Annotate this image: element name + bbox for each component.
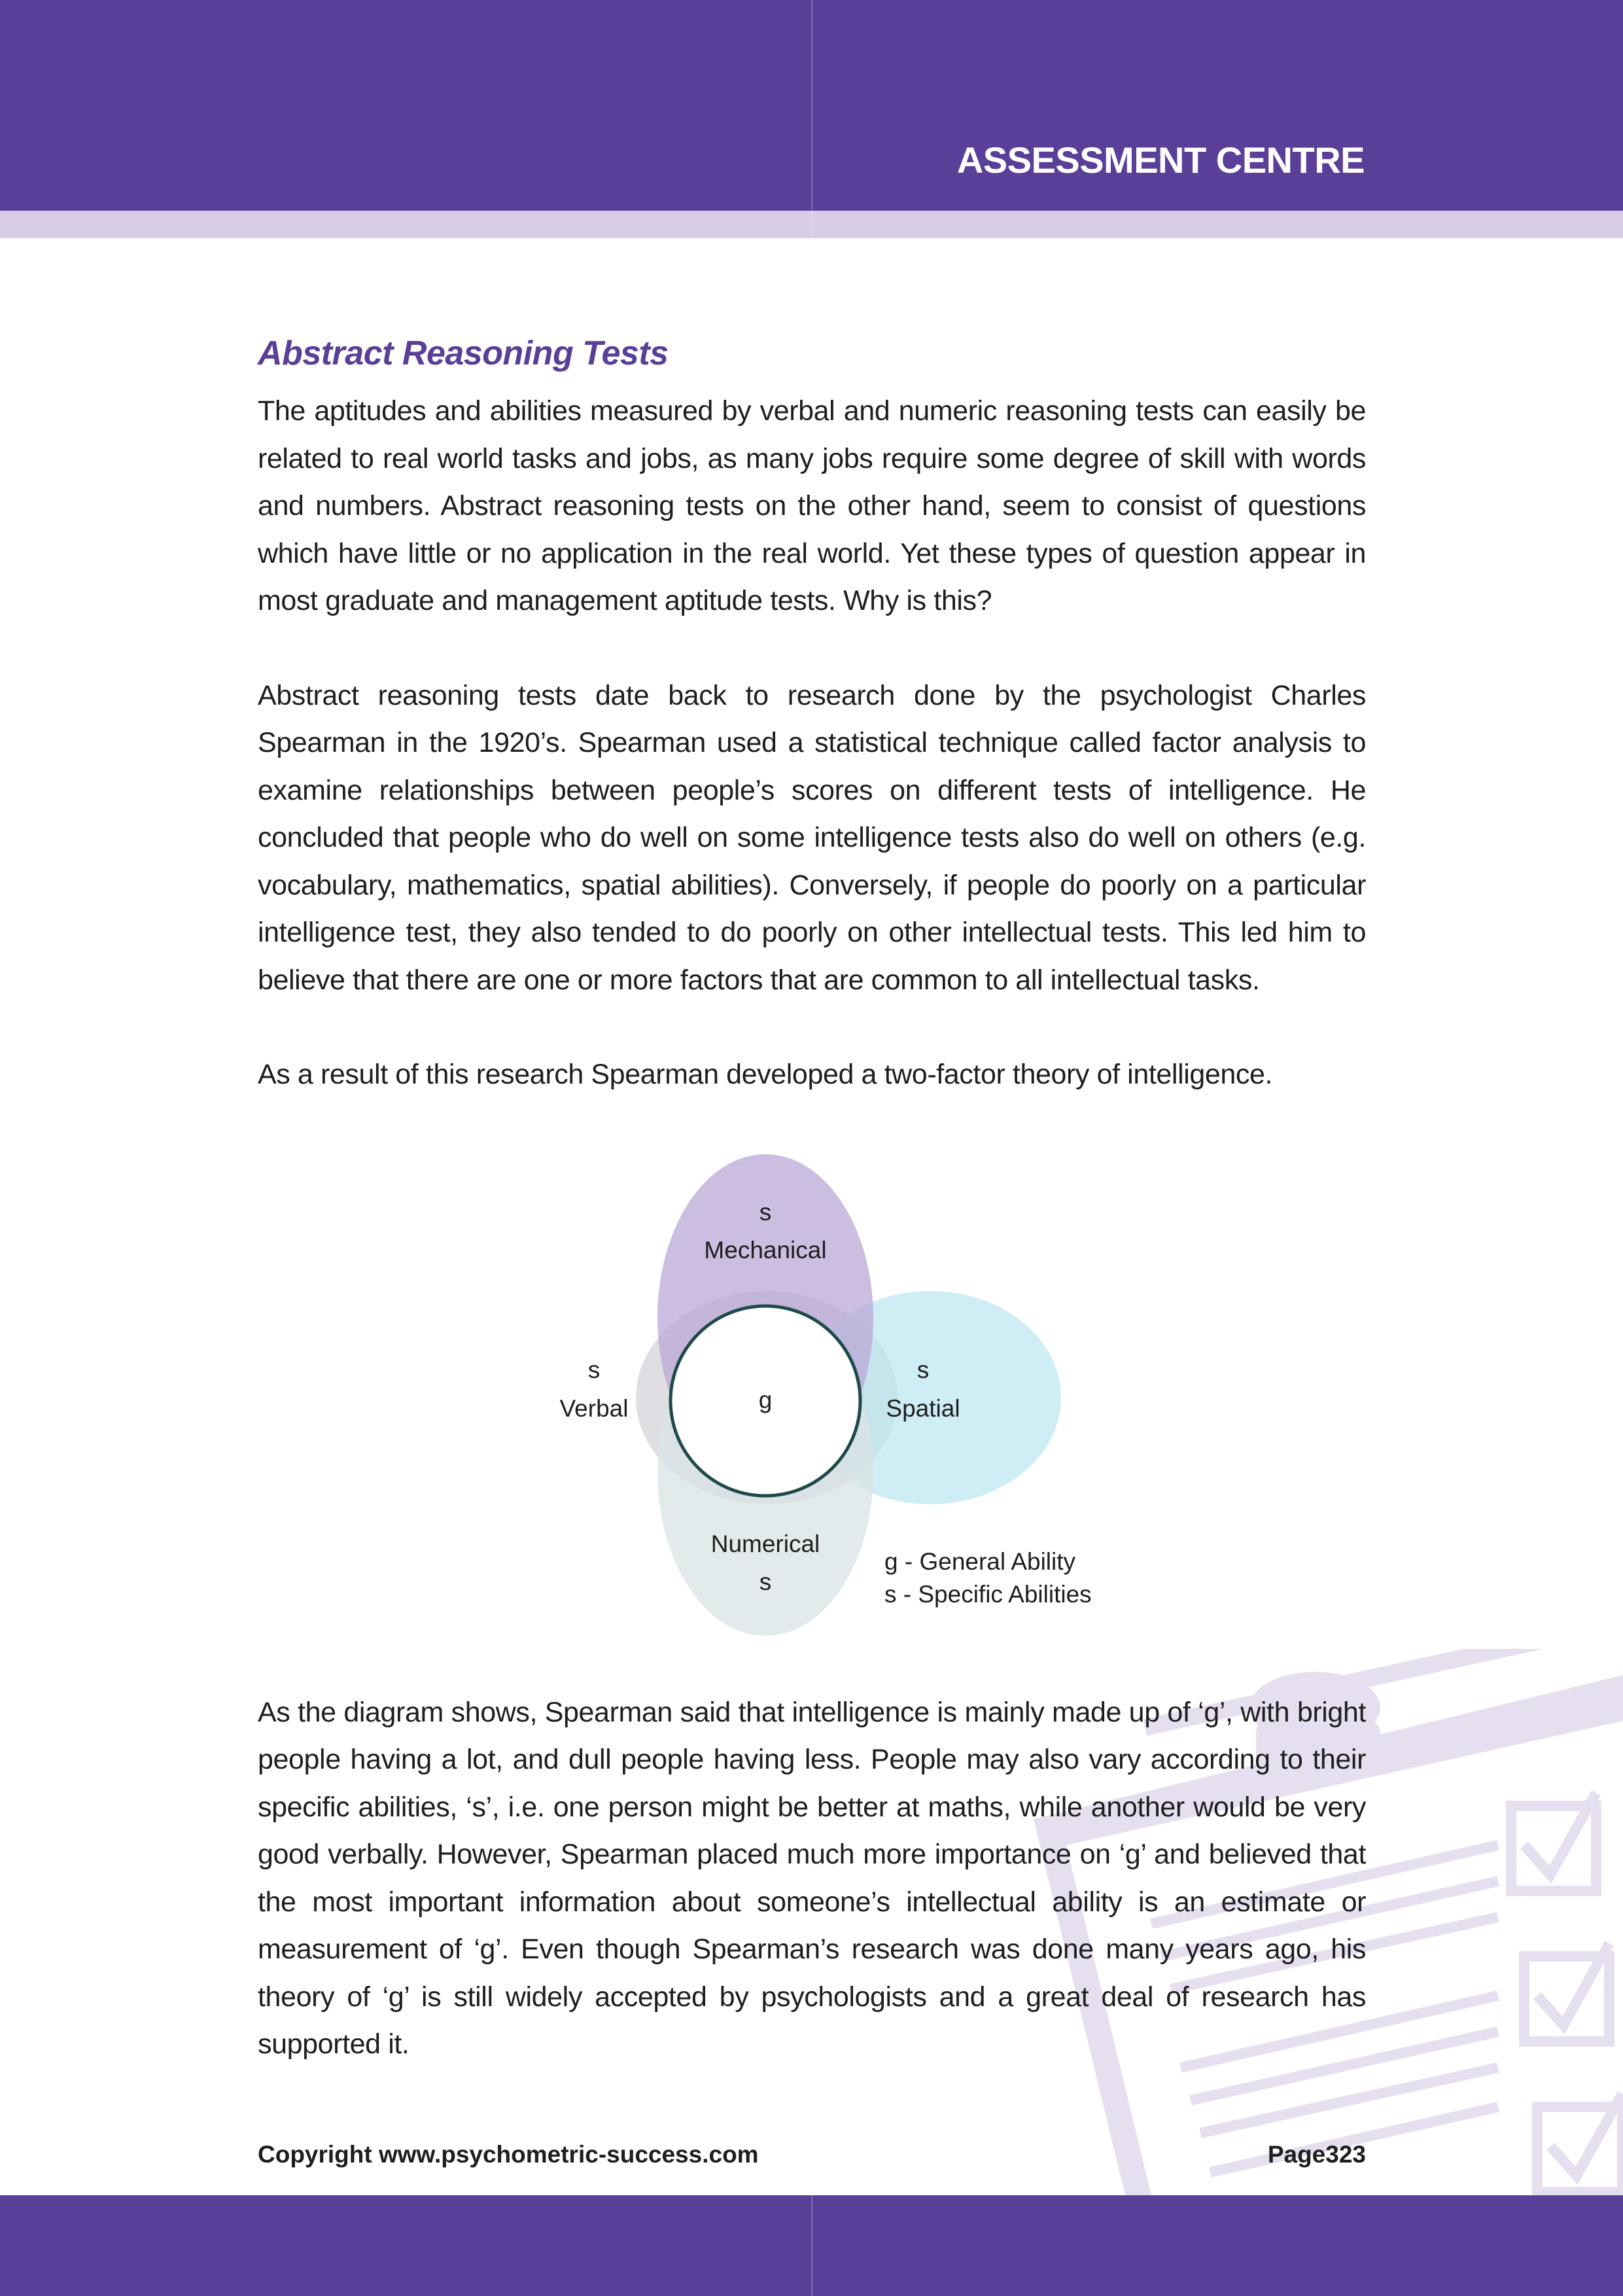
page-number-value: 323 [1325,2141,1366,2168]
mechanical-symbol: s [759,1199,772,1226]
footer-divider [811,2195,812,2296]
diagram-legend [884,1545,1092,1611]
mechanical-label: Mechanical [704,1237,827,1263]
header-title: ASSESSMENT CENTRE [956,139,1365,181]
numerical-symbol: s [759,1568,772,1595]
page-label: Page [1267,2141,1326,2168]
paragraph-intro: The aptitudes and abilities measured by verbal and numeric reasoning tests can easily be related to real world tasks and jobs, as many jobs require some degree of skill with words and numbers. Abstract reasoning tests on the other hand, seem to consist of questions which have little or no application in the real world. Yet these types of question appear in most graduate and management aptitude tests. Why is this? [258,395,1366,616]
spatial-label: Spatial [886,1395,960,1422]
paragraph-history: Abstract reasoning tests date back to research done by the psychologist Charles Spearman in the 1920’s. Spearman used a statistical technique called factor analysis to examine relationships between people’s scores on different tests of intelligence. He concluded that people who do well on some intelligence tests also do well on others (e.g. vocabulary, mathematics, spatial abilities). Conversely, if people do poorly on a particular intelligence test, they also tended to do poorly on other intellectual tests. This led him to believe that there are one or more factors that are common to all intellectual tasks. [258,679,1366,996]
verbal-symbol: s [587,1356,601,1383]
legend-general: g - General Ability [884,1548,1076,1575]
legend-specific: s - Specific Abilities [884,1581,1092,1608]
paragraph-two-factor: As a result of this research Spearman developed a two-factor theory of intelligence. [258,1059,1273,1090]
center-label: g [758,1386,773,1413]
copyright-text: Copyright www.psychometric-success.com [258,2141,759,2168]
numerical-label: Numerical [710,1530,820,1557]
spatial-symbol: s [916,1356,930,1383]
paragraph-explanation: As the diagram shows, Spearman said that intelligence is mainly made up of ‘g’, with bright people having a lot, and dull people having less. People may also vary according to their specific abilities, ‘s’, i.e. one person might be better at maths, while another would be very good verbally. However, Spearman placed much more importance on ‘g’ and believed that the most important information about someone’s intellectual ability is an estimate or measurement of ‘g’. Even though Spearman’s research was done many years ago, his theory of ‘g’ is still widely accepted by psychologists and a great deal of research has supported it. [258,1696,1366,2060]
page-number [1268,2141,1366,2168]
header-divider [811,0,812,238]
section-title: Abstract Reasoning Tests [258,334,669,372]
verbal-label: Verbal [559,1395,629,1422]
